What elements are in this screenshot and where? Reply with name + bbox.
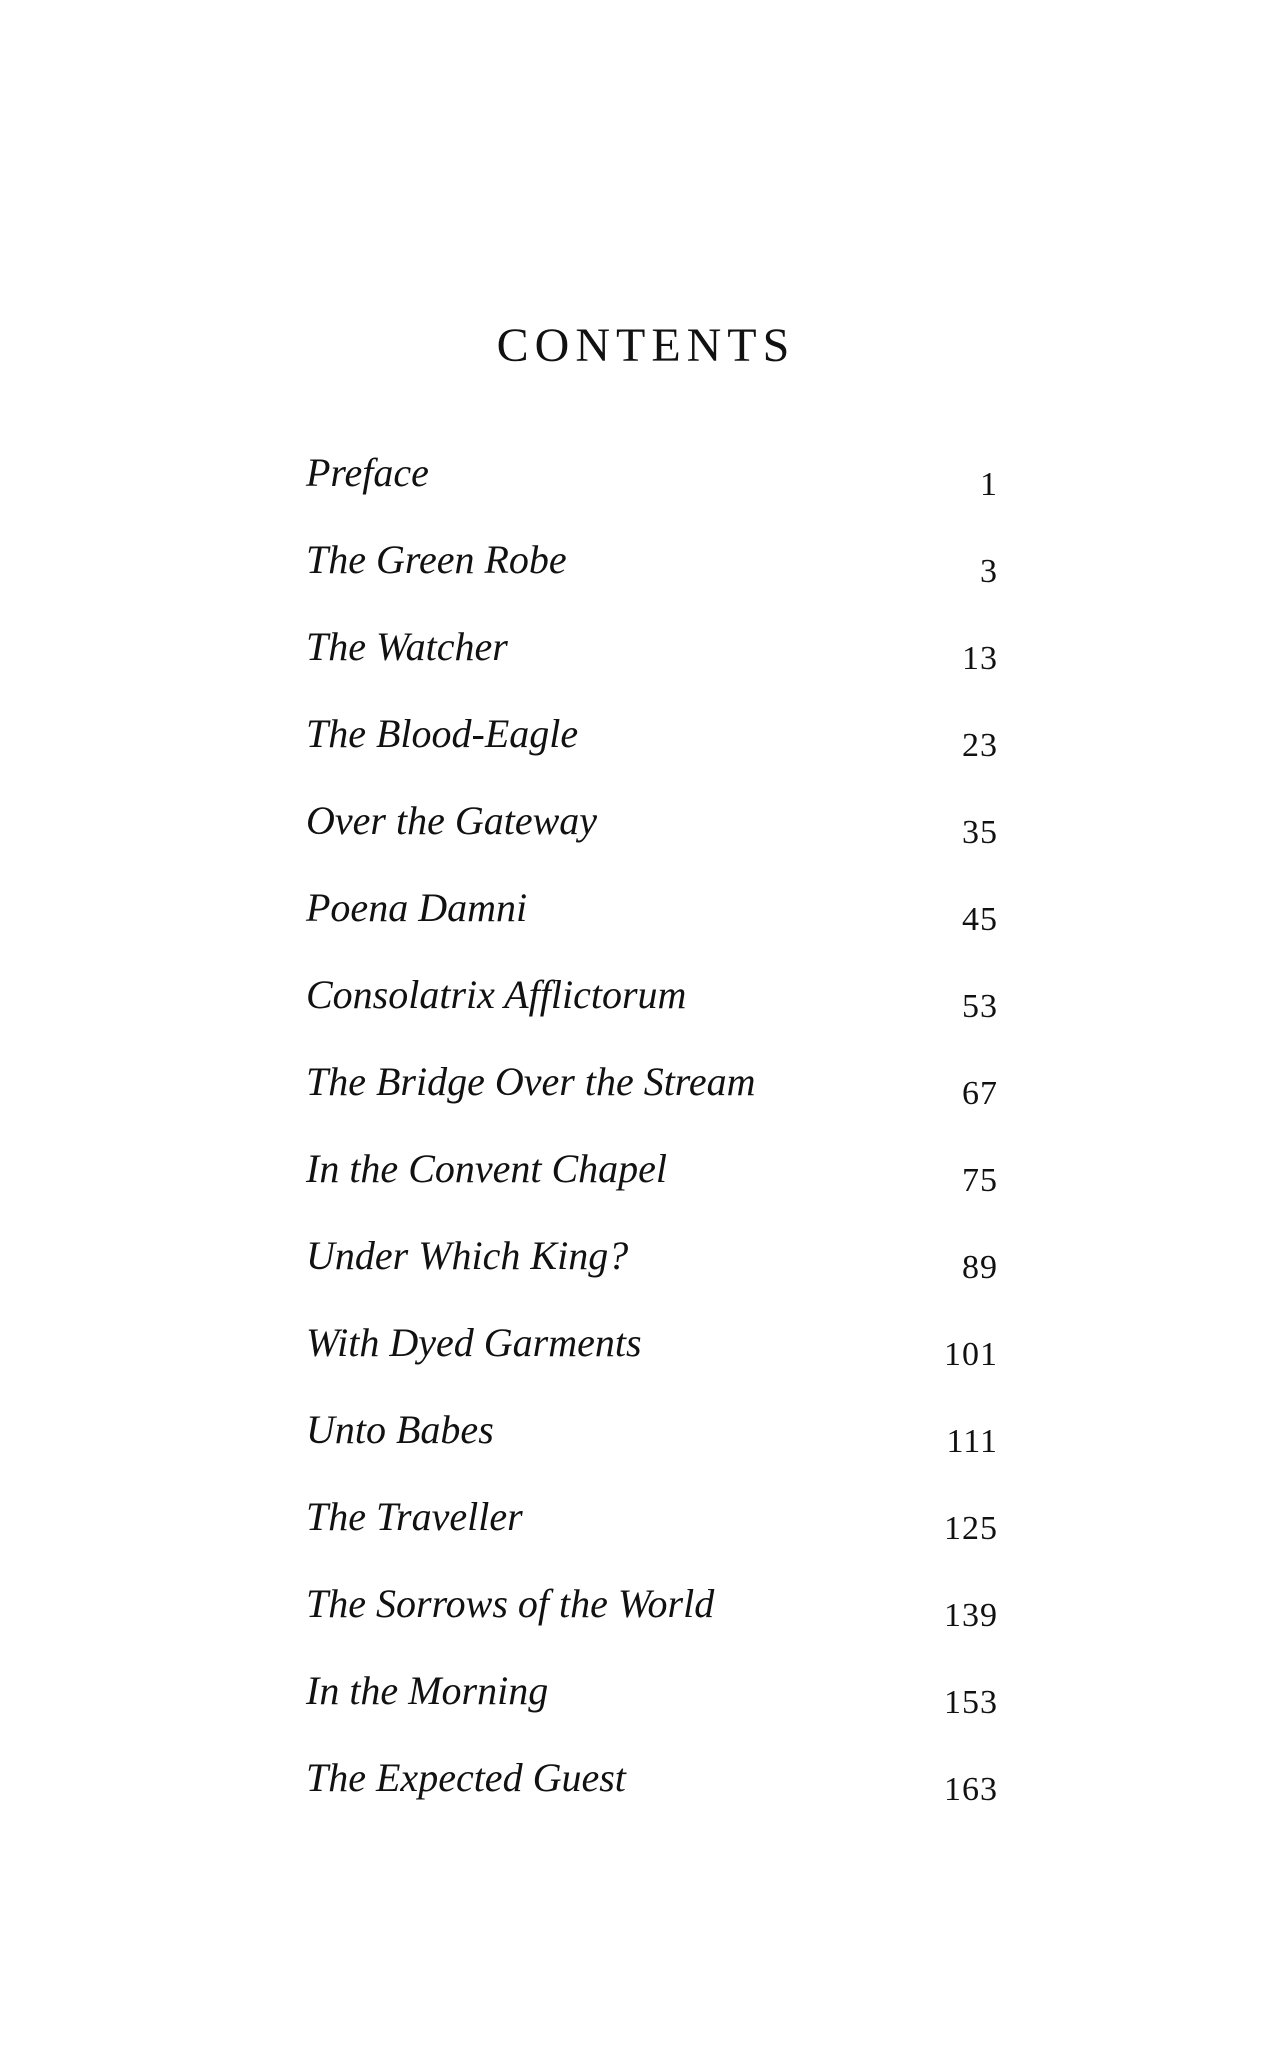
- entry-title: In the Morning: [306, 1668, 549, 1713]
- entry-title: Under Which King?: [306, 1233, 629, 1278]
- toc-entry: [306, 1666, 998, 1753]
- entry-page-number: 101: [944, 1336, 998, 1373]
- entry-title: The Sorrows of the World: [306, 1581, 715, 1626]
- toc-entry: [306, 622, 998, 709]
- toc-entry: [306, 883, 998, 970]
- table-of-contents: [306, 448, 998, 1840]
- toc-entry: [306, 535, 998, 622]
- entry-page-number: 53: [962, 988, 998, 1025]
- toc-entry: [306, 970, 998, 1057]
- entry-page-number: 1: [980, 466, 998, 503]
- entry-title: Unto Babes: [306, 1407, 494, 1452]
- entry-page-number: 89: [962, 1249, 998, 1286]
- toc-entry: [306, 1144, 998, 1231]
- entry-page-number: 13: [962, 640, 998, 677]
- entry-title: The Expected Guest: [306, 1755, 626, 1800]
- entry-title: The Blood-Eagle: [306, 711, 579, 756]
- toc-entry: [306, 1231, 998, 1318]
- entry-title: Over the Gateway: [306, 798, 598, 843]
- entry-page-number: 163: [944, 1771, 998, 1808]
- toc-entry: [306, 1405, 998, 1492]
- toc-entry: [306, 1753, 998, 1840]
- entry-title: The Bridge Over the Stream: [306, 1059, 756, 1104]
- entry-page-number: 35: [962, 814, 998, 851]
- entry-page-number: 111: [946, 1423, 998, 1460]
- contents-heading: CONTENTS: [496, 319, 796, 372]
- entry-page-number: 67: [962, 1075, 998, 1112]
- toc-entry: [306, 1318, 998, 1405]
- entry-title: Preface: [306, 450, 429, 495]
- toc-entry: [306, 709, 998, 796]
- entry-page-number: 153: [944, 1684, 998, 1721]
- entry-page-number: 125: [944, 1510, 998, 1547]
- entry-title: In the Convent Chapel: [306, 1146, 668, 1191]
- entry-title: Poena Damni: [306, 885, 528, 930]
- entry-title: The Green Robe: [306, 537, 567, 582]
- entry-page-number: 45: [962, 901, 998, 938]
- entry-page-number: 3: [980, 553, 998, 590]
- toc-entry: [306, 1579, 998, 1666]
- entry-page-number: 139: [944, 1597, 998, 1634]
- toc-entry: [306, 448, 998, 535]
- toc-entry: [306, 796, 998, 883]
- entry-title: The Traveller: [306, 1494, 523, 1539]
- entry-title: Consolatrix Afflictorum: [306, 972, 687, 1017]
- entry-title: The Watcher: [306, 624, 508, 669]
- toc-entry: [306, 1057, 998, 1144]
- entry-title: With Dyed Garments: [306, 1320, 642, 1365]
- entry-page-number: 75: [962, 1162, 998, 1199]
- toc-entry: [306, 1492, 998, 1579]
- entry-page-number: 23: [962, 727, 998, 764]
